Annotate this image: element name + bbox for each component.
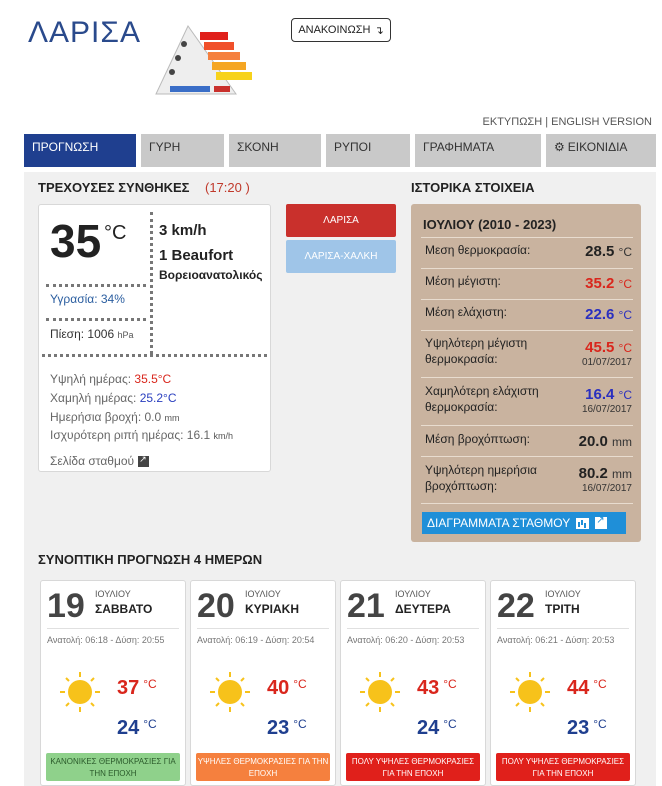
pressure [50,327,133,341]
forecast-day-number: 22 [497,587,535,625]
history-value [585,243,632,260]
temperature-unit: °C [104,222,127,244]
humidity: Υγρασία: 34% [50,292,125,306]
forecast-unit: °C [443,717,457,731]
english-version-link[interactable]: ENGLISH VERSION [551,116,652,128]
forecast-weekday: ΤΡΙΤΗ [545,602,580,616]
history-unit: °C [618,388,632,402]
forecast-card-day1 [40,580,186,786]
max-gust-unit: km/h [213,431,234,441]
divider [46,284,146,287]
temperature-category-badge: ΥΨΗΛΕΣ ΘΕΡΜΟΚΡΑΣΙΕΣ ΓΙΑ ΤΗΝ ΕΠΟΧΗ [196,753,330,781]
divider [197,628,329,629]
forecast-unit: °C [143,677,157,691]
sunrise-sunset: Ανατολή: 06:21 - Δύση: 20:53 [497,635,615,645]
history-value [585,386,632,403]
forecast-weekday: ΚΥΡΙΑΚΗ [245,602,300,616]
history-period: ΙΟΥΛΙΟΥ (2010 - 2023) [423,217,557,232]
external-link-icon [595,517,607,529]
history-number: 22.6 [585,306,615,323]
forecast-day-number: 19 [47,587,85,625]
forecast-unit: °C [593,717,607,731]
history-date: 01/07/2017 [581,357,632,368]
history-value [579,465,632,482]
max-gust-label: Ισχυρότερη ριπή ημέρας: 16.1 [50,428,211,442]
daily-rain-unit: mm [164,413,180,423]
tab-pollutants[interactable]: ΡΥΠΟΙ [326,134,410,167]
temperature-category-badge: ΠΟΛΥ ΥΨΗΛΕΣ ΘΕΡΜΟΚΡΑΣΙΕΣ ΓΙΑ ΤΗΝ ΕΠΟΧΗ [496,753,630,781]
forecast-month: ΙΟΥΛΙΟΥ [245,589,281,599]
forecast-card-day3 [340,580,486,786]
day-low [50,391,177,405]
divider [46,318,146,321]
forecast-min-value: 23 [267,717,290,739]
history-unit: °C [618,245,632,259]
tab-charts[interactable]: ΓΡΑΦΗΜΑΤΑ [415,134,541,167]
station-page-label: Σελίδα σταθμού [50,454,135,468]
forecast-min-value: 24 [417,717,440,739]
forecast-min-value: 24 [117,717,140,739]
tab-pollen[interactable]: ΓΥΡΗ [141,134,224,167]
current-conditions-title: ΤΡΕΧΟΥΣΕΣ ΣΥΝΘΗΚΕΣ [38,180,190,195]
history-unit: mm [612,467,632,481]
divider [42,354,267,357]
divider [421,503,633,504]
day-low-value: 25.2°C [139,391,177,405]
forecast-month: ΙΟΥΛΙΟΥ [95,589,131,599]
temperature-category-badge: ΚΑΝΟΝΙΚΕΣ ΘΕΡΜΟΚΡΑΣΙΕΣ ΓΙΑ ΤΗΝ ΕΠΟΧΗ [46,753,180,781]
sun-icon [59,671,101,713]
history-label: Μεση θερμοκρασία: [425,243,531,257]
forecast-max [417,677,457,700]
arrow-down-icon: ↴ [374,24,384,37]
daily-rain-label: Ημερήσια βροχή: 0.0 [50,410,162,424]
forecast-max-value: 40 [267,677,290,699]
forecast-weekday: ΣΑΒΒΑΤΟ [95,602,153,616]
day-low-label: Χαμηλή ημέρας: [50,391,137,405]
history-value [585,339,632,356]
forecast-max-value: 37 [117,677,140,699]
announcement-button[interactable] [291,18,391,42]
history-value [579,433,632,450]
history-number: 28.5 [585,243,615,260]
forecast-max [567,677,607,700]
history-title: ΙΣΤΟΡΙΚΑ ΣΤΟΙΧΕΙΑ [411,180,535,195]
history-date: 16/07/2017 [581,404,632,415]
divider [497,628,629,629]
current-temperature: 35 [50,215,102,267]
forecast-title: ΣΥΝΟΠΤΙΚΗ ΠΡΟΓΝΩΣΗ 4 ΗΜΕΡΩΝ [38,552,263,567]
forecast-unit: °C [143,717,157,731]
divider [347,628,479,629]
bar-chart-icon [576,518,589,529]
divider [421,237,633,238]
print-link[interactable]: ΕΚΤΥΠΩΣΗ [482,116,543,128]
forecast-unit: °C [293,677,307,691]
history-number: 16.4 [585,386,615,403]
tab-forecast[interactable]: ΠΡΟΓΝΩΣΗ [24,134,136,167]
divider [47,628,179,629]
forecast-month: ΙΟΥΛΙΟΥ [545,589,581,599]
sun-icon [509,671,551,713]
nav-tabs [24,134,656,167]
divider [421,377,633,378]
day-high [50,372,171,386]
sunrise-sunset: Ανατολή: 06:18 - Δύση: 20:55 [47,635,165,645]
station-page-link[interactable] [50,454,149,468]
history-label: Μέση μέγιστη: [425,274,501,288]
sunrise-sunset: Ανατολή: 06:20 - Δύση: 20:53 [347,635,465,645]
history-date: 16/07/2017 [581,483,632,494]
city-title: ΛΑΡΙΣΑ [28,16,141,49]
history-unit: °C [618,277,632,291]
sun-icon [209,671,251,713]
history-unit: °C [618,341,632,355]
divider [421,456,633,457]
history-unit: °C [618,308,632,322]
forecast-max [267,677,307,700]
history-value [585,275,632,292]
pressure-unit: hPa [117,330,134,340]
forecast-day-number: 20 [197,587,235,625]
history-label: Υψηλότερη μέγιστη θερμοκρασία: [425,336,528,366]
tab-icons[interactable] [546,134,656,167]
day-high-value: 35.5°C [134,372,172,386]
forecast-unit: °C [293,717,307,731]
forecast-weekday: ΔΕΥΤΕΡΑ [395,602,451,616]
tab-icons-label: ΕΙΚΟΝΙΔΙΑ [567,140,628,154]
forecast-day-number: 21 [347,587,385,625]
max-gust [50,428,233,442]
forecast-min [117,717,157,740]
external-link-icon [138,456,149,467]
station-larisa-halki-button[interactable]: ΛΑΡΙΣΑ-ΧΑΛΚΗ [286,240,396,273]
wind-direction: Βορειοανατολικός [159,268,263,282]
forecast-max-value: 44 [567,677,590,699]
forecast-max [117,677,157,700]
divider [421,299,633,300]
pressure-value: Πίεση: 1006 [50,327,115,341]
history-number: 80.2 [578,465,608,482]
forecast-card-day2 [190,580,336,786]
forecast-max-value: 43 [417,677,440,699]
heat-risk-logo [150,22,262,100]
history-label: Μέση βροχόπτωση: [425,432,530,446]
vertical-divider [150,212,153,354]
separator: | [545,116,549,128]
sun-icon [359,671,401,713]
history-number: 35.2 [585,275,615,292]
history-unit: mm [612,435,632,449]
forecast-min [567,717,607,740]
current-time: (17:20 ) [205,180,250,195]
temperature-category-badge: ΠΟΛΥ ΥΨΗΛΕΣ ΘΕΡΜΟΚΡΑΣΙΕΣ ΓΙΑ ΤΗΝ ΕΠΟΧΗ [346,753,480,781]
history-label: Χαμηλότερη ελάχιστη θερμοκρασία: [425,384,539,414]
forecast-min [267,717,307,740]
wind-beaufort: 1 Beaufort [159,247,234,264]
divider [421,268,633,269]
divider [421,425,633,426]
forecast-min-value: 23 [567,717,590,739]
station-charts-button[interactable] [422,512,626,534]
history-label: Μέση ελάχιστη: [425,305,507,319]
forecast-card-day4 [490,580,636,786]
history-value [585,306,632,323]
history-number: 45.5 [585,339,615,356]
day-high-label: Υψηλή ημέρας: [50,372,132,386]
station-charts-label: ΔΙΑΓΡΑΜΜΑΤΑ ΣΤΑΘΜΟΥ [427,516,571,530]
history-number: 20.0 [578,433,608,450]
daily-rain [50,410,180,424]
print-language-bar [483,116,652,128]
forecast-unit: °C [443,677,457,691]
forecast-month: ΙΟΥΛΙΟΥ [395,589,431,599]
tab-dust[interactable]: ΣΚΟΝΗ [229,134,321,167]
sunrise-sunset: Ανατολή: 06:19 - Δύση: 20:54 [197,635,315,645]
gear-icon: ⚙ [554,140,565,154]
divider [421,330,633,331]
forecast-unit: °C [593,677,607,691]
forecast-min [417,717,457,740]
history-label: Υψηλότερη ημερήσια βροχόπτωση: [425,463,537,493]
station-larisa-button[interactable]: ΛΑΡΙΣΑ [286,204,396,237]
wind-speed: 3 km/h [159,222,207,239]
announcement-label: ΑΝΑΚΟΙΝΩΣΗ [298,24,371,36]
